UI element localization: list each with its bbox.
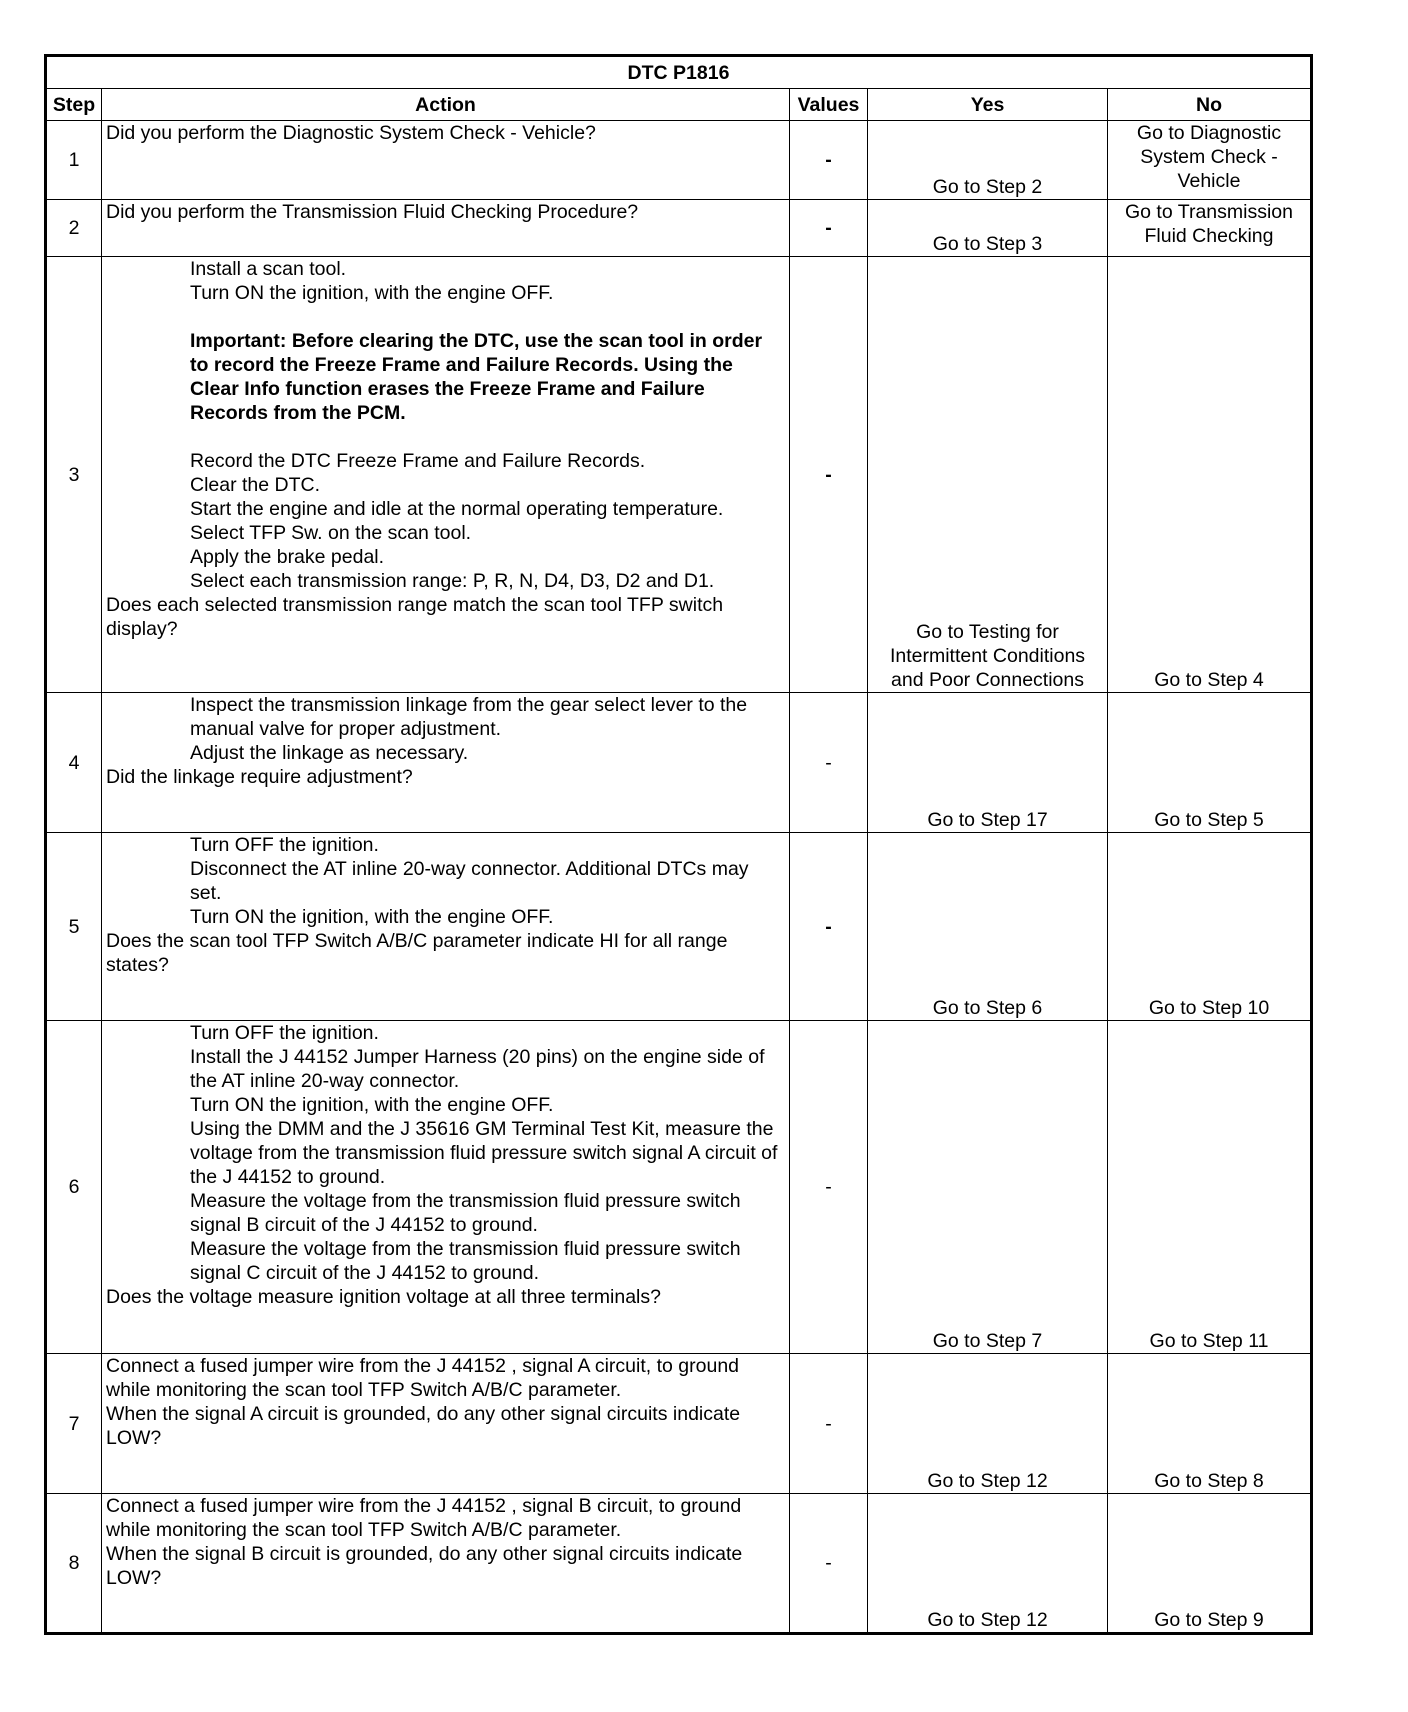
title-row bbox=[46, 56, 1312, 89]
instruction-item: Turn OFF the ignition. bbox=[190, 1022, 379, 1044]
action-cell bbox=[102, 1021, 790, 1354]
values-cell: - bbox=[790, 200, 868, 257]
action-question: Does the scan tool TFP Switch A/B/C parameter indicate HI for all range states? bbox=[106, 930, 728, 976]
yes-cell: Go to Step 2 bbox=[868, 121, 1108, 200]
action-question: Does each selected transmission range match the scan tool TFP switch display? bbox=[106, 594, 724, 640]
instruction-item: Turn ON the ignition, with the engine OFF. bbox=[190, 906, 554, 928]
instruction-item: Install a scan tool. bbox=[190, 258, 347, 280]
step-number: 4 bbox=[46, 693, 102, 833]
step-number: 8 bbox=[46, 1494, 102, 1634]
step-number: 1 bbox=[46, 121, 102, 200]
yes-cell: Go to Step 17 bbox=[868, 693, 1108, 833]
action-text: Connect a fused jumper wire from the J 44152 , signal A circuit, to ground while monitoring the scan tool TFP Switch A/B/C parameter. bbox=[106, 1355, 740, 1401]
values-cell: - bbox=[790, 833, 868, 1021]
values-cell: - bbox=[790, 257, 868, 693]
important-note: Important: Before clearing the DTC, use the scan tool in order to record the Freeze Frame and Failure Records. Using the Clear Info function erases the Freeze Frame and Failure Records from the PCM. bbox=[190, 330, 763, 424]
no-cell: Go to Diagnostic System Check - Vehicle bbox=[1108, 121, 1312, 200]
values-cell: - bbox=[790, 1021, 868, 1354]
table-row bbox=[46, 833, 1312, 1021]
instruction-item: Turn ON the ignition, with the engine OFF. bbox=[190, 282, 554, 304]
header-step: Step bbox=[46, 89, 102, 121]
instruction-item: Start the engine and idle at the normal operating temperature. bbox=[190, 498, 724, 520]
instruction-item: Adjust the linkage as necessary. bbox=[190, 742, 469, 764]
header-values: Values bbox=[790, 89, 868, 121]
yes-cell: Go to Step 3 bbox=[868, 200, 1108, 257]
instruction-item: Using the DMM and the J 35616 GM Terminal Test Kit, measure the voltage from the transmission fluid pressure switch signal A circuit of the J 44152 to ground. bbox=[190, 1118, 778, 1188]
no-cell: Go to Step 10 bbox=[1108, 833, 1312, 1021]
action-cell bbox=[102, 833, 790, 1021]
dtc-table bbox=[44, 54, 1313, 1635]
values-cell: - bbox=[790, 121, 868, 200]
action-question: When the signal B circuit is grounded, do any other signal circuits indicate LOW? bbox=[106, 1543, 743, 1589]
instruction-item: Apply the brake pedal. bbox=[190, 546, 385, 568]
no-cell: Go to Step 8 bbox=[1108, 1354, 1312, 1494]
action-question: Does the voltage measure ignition voltage at all three terminals? bbox=[106, 1286, 661, 1308]
header-no: No bbox=[1108, 89, 1312, 121]
no-cell: Go to Transmission Fluid Checking bbox=[1108, 200, 1312, 257]
header-row bbox=[46, 89, 1312, 121]
table-row bbox=[46, 121, 1312, 200]
no-cell: Go to Step 9 bbox=[1108, 1494, 1312, 1634]
instruction-item: Turn ON the ignition, with the engine OFF. bbox=[190, 1094, 554, 1116]
step-number: 5 bbox=[46, 833, 102, 1021]
action-text: Did you perform the Transmission Fluid Checking Procedure? bbox=[106, 201, 639, 223]
yes-cell: Go to Step 12 bbox=[868, 1354, 1108, 1494]
yes-cell: Go to Step 7 bbox=[868, 1021, 1108, 1354]
action-text: Connect a fused jumper wire from the J 44152 , signal B circuit, to ground while monitoring the scan tool TFP Switch A/B/C parameter. bbox=[106, 1495, 742, 1541]
instruction-item: Select TFP Sw. on the scan tool. bbox=[190, 522, 472, 544]
step-number: 3 bbox=[46, 257, 102, 693]
header-yes: Yes bbox=[868, 89, 1108, 121]
header-action: Action bbox=[102, 89, 790, 121]
table-row bbox=[46, 1354, 1312, 1494]
no-cell: Go to Step 11 bbox=[1108, 1021, 1312, 1354]
table-row bbox=[46, 200, 1312, 257]
step-number: 2 bbox=[46, 200, 102, 257]
step-number: 7 bbox=[46, 1354, 102, 1494]
values-cell: - bbox=[790, 1494, 868, 1634]
instruction-item: Measure the voltage from the transmission fluid pressure switch signal B circuit of the J 44152 to ground. bbox=[190, 1190, 741, 1236]
action-cell bbox=[102, 121, 790, 200]
no-cell: Go to Step 5 bbox=[1108, 693, 1312, 833]
table-row bbox=[46, 257, 1312, 693]
no-cell: Go to Step 4 bbox=[1108, 257, 1312, 693]
instruction-item: Turn OFF the ignition. bbox=[190, 834, 379, 856]
table-title: DTC P1816 bbox=[46, 56, 1312, 89]
action-cell bbox=[102, 200, 790, 257]
step-number: 6 bbox=[46, 1021, 102, 1354]
yes-cell: Go to Testing for Intermittent Conditions and Poor Connections bbox=[868, 257, 1108, 693]
action-cell bbox=[102, 693, 790, 833]
action-question: When the signal A circuit is grounded, do any other signal circuits indicate LOW? bbox=[106, 1403, 741, 1449]
instruction-item: Measure the voltage from the transmission fluid pressure switch signal C circuit of the J 44152 to ground. bbox=[190, 1238, 741, 1284]
action-text: Did you perform the Diagnostic System Check - Vehicle? bbox=[106, 122, 596, 144]
action-cell bbox=[102, 257, 790, 693]
values-cell: - bbox=[790, 1354, 868, 1494]
action-cell bbox=[102, 1494, 790, 1634]
action-cell bbox=[102, 1354, 790, 1494]
table-row bbox=[46, 1021, 1312, 1354]
instruction-item: Record the DTC Freeze Frame and Failure Records. bbox=[190, 450, 646, 472]
instruction-item: Install the J 44152 Jumper Harness (20 pins) on the engine side of the AT inline 20-way connector. bbox=[190, 1046, 765, 1092]
yes-cell: Go to Step 6 bbox=[868, 833, 1108, 1021]
instruction-item: Clear the DTC. bbox=[190, 474, 321, 496]
action-question: Did the linkage require adjustment? bbox=[106, 766, 413, 788]
values-cell: - bbox=[790, 693, 868, 833]
yes-cell: Go to Step 12 bbox=[868, 1494, 1108, 1634]
table-row bbox=[46, 1494, 1312, 1634]
instruction-item: Inspect the transmission linkage from the gear select lever to the manual valve for proper adjustment. bbox=[190, 694, 748, 740]
table-row bbox=[46, 693, 1312, 833]
instruction-item: Select each transmission range: P, R, N, D4, D3, D2 and D1. bbox=[190, 570, 715, 592]
instruction-item: Disconnect the AT inline 20-way connector. Additional DTCs may set. bbox=[190, 858, 749, 904]
